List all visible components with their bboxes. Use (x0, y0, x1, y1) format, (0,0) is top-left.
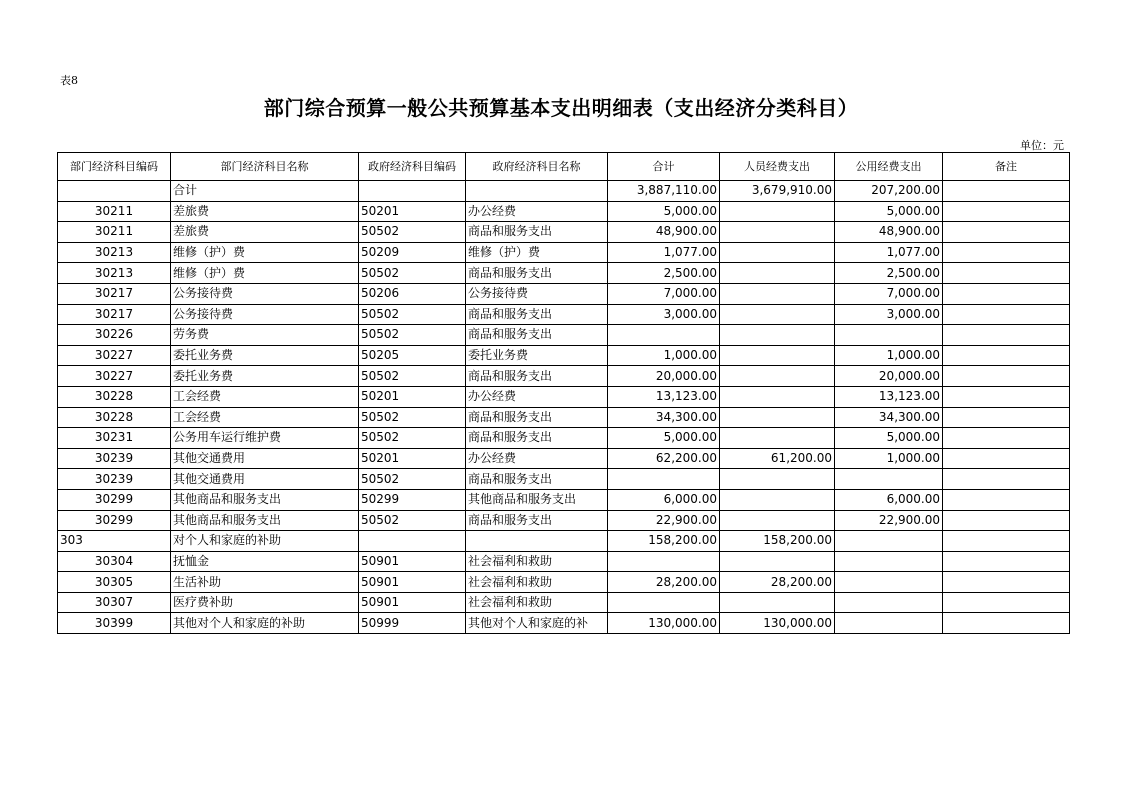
gov-code-cell: 50201 (359, 386, 466, 407)
table-row (58, 407, 1070, 428)
gov-code-cell: 50502 (359, 325, 466, 346)
dept-code-cell: 30227 (58, 366, 171, 387)
personnel-cell: 28,200.00 (720, 572, 835, 593)
table-row (58, 222, 1070, 243)
table-row (58, 325, 1070, 346)
personnel-cell (720, 263, 835, 284)
public-cell: 1,000.00 (835, 345, 943, 366)
public-cell (835, 551, 943, 572)
gov-code-cell: 50502 (359, 469, 466, 490)
public-cell: 34,300.00 (835, 407, 943, 428)
dept-name-cell: 维修（护）费 (171, 263, 359, 284)
personnel-cell (720, 592, 835, 613)
dept-code-cell: 30305 (58, 572, 171, 593)
personnel-cell (720, 325, 835, 346)
table-row (58, 201, 1070, 222)
personnel-cell (720, 222, 835, 243)
table-row (58, 448, 1070, 469)
total-cell: 158,200.00 (608, 531, 720, 552)
gov-name-cell: 办公经费 (466, 201, 608, 222)
note-cell (943, 345, 1070, 366)
dept-name-cell: 维修（护）费 (171, 242, 359, 263)
expenditure-detail-table (57, 152, 1070, 634)
dept-name-cell: 其他交通费用 (171, 448, 359, 469)
column-header: 人员经费支出 (720, 153, 835, 181)
gov-name-cell: 公务接待费 (466, 283, 608, 304)
dept-code-cell (58, 181, 171, 202)
table-row (58, 304, 1070, 325)
gov-code-cell: 50999 (359, 613, 466, 634)
dept-code-cell: 303 (58, 531, 171, 552)
personnel-cell (720, 366, 835, 387)
personnel-cell (720, 551, 835, 572)
public-cell (835, 469, 943, 490)
dept-code-cell: 30217 (58, 283, 171, 304)
gov-code-cell: 50206 (359, 283, 466, 304)
gov-name-cell (466, 531, 608, 552)
document-title: 部门综合预算一般公共预算基本支出明细表（支出经济分类科目） (263, 96, 859, 120)
gov-code-cell: 50205 (359, 345, 466, 366)
table-row (58, 551, 1070, 572)
gov-name-cell: 商品和服务支出 (466, 469, 608, 490)
dept-code-cell: 30239 (58, 469, 171, 490)
dept-name-cell: 差旅费 (171, 201, 359, 222)
total-cell (608, 325, 720, 346)
total-cell: 28,200.00 (608, 572, 720, 593)
total-cell: 48,900.00 (608, 222, 720, 243)
public-cell (835, 325, 943, 346)
dept-code-cell: 30211 (58, 201, 171, 222)
total-cell: 20,000.00 (608, 366, 720, 387)
public-cell: 13,123.00 (835, 386, 943, 407)
personnel-cell (720, 201, 835, 222)
table-row (58, 489, 1070, 510)
public-cell: 207,200.00 (835, 181, 943, 202)
public-cell: 5,000.00 (835, 428, 943, 449)
note-cell (943, 222, 1070, 243)
gov-code-cell: 50901 (359, 592, 466, 613)
personnel-cell (720, 283, 835, 304)
gov-name-cell: 商品和服务支出 (466, 304, 608, 325)
dept-name-cell: 其他商品和服务支出 (171, 489, 359, 510)
table-header-row (58, 153, 1070, 181)
table-row (58, 181, 1070, 202)
total-cell: 2,500.00 (608, 263, 720, 284)
dept-name-cell: 合计 (171, 181, 359, 202)
dept-code-cell: 30228 (58, 386, 171, 407)
note-cell (943, 201, 1070, 222)
note-cell (943, 572, 1070, 593)
gov-name-cell: 其他商品和服务支出 (466, 489, 608, 510)
dept-code-cell: 30226 (58, 325, 171, 346)
gov-code-cell: 50502 (359, 222, 466, 243)
dept-code-cell: 30304 (58, 551, 171, 572)
table-row (58, 531, 1070, 552)
note-cell (943, 613, 1070, 634)
public-cell: 5,000.00 (835, 201, 943, 222)
gov-name-cell: 其他对个人和家庭的补 (466, 613, 608, 634)
note-cell (943, 386, 1070, 407)
personnel-cell (720, 304, 835, 325)
public-cell: 1,077.00 (835, 242, 943, 263)
dept-name-cell: 公务接待费 (171, 283, 359, 304)
gov-code-cell: 50502 (359, 428, 466, 449)
personnel-cell: 130,000.00 (720, 613, 835, 634)
total-cell (608, 551, 720, 572)
gov-name-cell: 委托业务费 (466, 345, 608, 366)
gov-name-cell: 商品和服务支出 (466, 407, 608, 428)
gov-code-cell: 50209 (359, 242, 466, 263)
total-cell: 6,000.00 (608, 489, 720, 510)
public-cell (835, 572, 943, 593)
dept-code-cell: 30228 (58, 407, 171, 428)
gov-code-cell: 50299 (359, 489, 466, 510)
personnel-cell (720, 510, 835, 531)
total-cell: 62,200.00 (608, 448, 720, 469)
personnel-cell (720, 386, 835, 407)
gov-code-cell: 50502 (359, 366, 466, 387)
personnel-cell (720, 407, 835, 428)
unit-label: 单位：元 (1020, 139, 1064, 152)
dept-code-cell: 30299 (58, 489, 171, 510)
personnel-cell: 158,200.00 (720, 531, 835, 552)
public-cell: 6,000.00 (835, 489, 943, 510)
column-header: 部门经济科目名称 (171, 153, 359, 181)
personnel-cell (720, 428, 835, 449)
note-cell (943, 531, 1070, 552)
gov-code-cell: 50502 (359, 263, 466, 284)
total-cell: 1,000.00 (608, 345, 720, 366)
dept-name-cell: 差旅费 (171, 222, 359, 243)
dept-name-cell: 劳务费 (171, 325, 359, 346)
note-cell (943, 448, 1070, 469)
personnel-cell: 3,679,910.00 (720, 181, 835, 202)
gov-name-cell: 社会福利和救助 (466, 572, 608, 593)
total-cell: 5,000.00 (608, 201, 720, 222)
personnel-cell (720, 345, 835, 366)
dept-name-cell: 公务用车运行维护费 (171, 428, 359, 449)
gov-name-cell: 社会福利和救助 (466, 551, 608, 572)
total-cell: 3,000.00 (608, 304, 720, 325)
gov-code-cell: 50502 (359, 510, 466, 531)
gov-name-cell: 维修（护）费 (466, 242, 608, 263)
column-header: 政府经济科目编码 (359, 153, 466, 181)
dept-code-cell: 30213 (58, 242, 171, 263)
note-cell (943, 551, 1070, 572)
public-cell (835, 613, 943, 634)
dept-name-cell: 委托业务费 (171, 345, 359, 366)
gov-name-cell: 商品和服务支出 (466, 263, 608, 284)
note-cell (943, 592, 1070, 613)
dept-code-cell: 30227 (58, 345, 171, 366)
note-cell (943, 181, 1070, 202)
table-row (58, 345, 1070, 366)
personnel-cell (720, 489, 835, 510)
gov-code-cell: 50901 (359, 551, 466, 572)
column-header: 部门经济科目编码 (58, 153, 171, 181)
total-cell (608, 469, 720, 490)
dept-code-cell: 30217 (58, 304, 171, 325)
dept-code-cell: 30231 (58, 428, 171, 449)
column-header: 政府经济科目名称 (466, 153, 608, 181)
gov-code-cell: 50901 (359, 572, 466, 593)
note-cell (943, 283, 1070, 304)
dept-code-cell: 30211 (58, 222, 171, 243)
gov-code-cell: 50502 (359, 304, 466, 325)
note-cell (943, 510, 1070, 531)
table-row (58, 263, 1070, 284)
table-row (58, 613, 1070, 634)
gov-code-cell: 50201 (359, 201, 466, 222)
total-cell: 3,887,110.00 (608, 181, 720, 202)
gov-name-cell: 办公经费 (466, 448, 608, 469)
dept-name-cell: 其他对个人和家庭的补助 (171, 613, 359, 634)
public-cell: 48,900.00 (835, 222, 943, 243)
table-row (58, 592, 1070, 613)
total-cell: 130,000.00 (608, 613, 720, 634)
gov-name-cell: 商品和服务支出 (466, 510, 608, 531)
total-cell: 1,077.00 (608, 242, 720, 263)
total-cell (608, 592, 720, 613)
dept-name-cell: 医疗费补助 (171, 592, 359, 613)
dept-code-cell: 30213 (58, 263, 171, 284)
column-header: 公用经费支出 (835, 153, 943, 181)
public-cell: 20,000.00 (835, 366, 943, 387)
note-cell (943, 242, 1070, 263)
total-cell: 13,123.00 (608, 386, 720, 407)
gov-code-cell: 50201 (359, 448, 466, 469)
personnel-cell (720, 242, 835, 263)
public-cell: 3,000.00 (835, 304, 943, 325)
dept-name-cell: 其他交通费用 (171, 469, 359, 490)
dept-name-cell: 公务接待费 (171, 304, 359, 325)
gov-code-cell: 50502 (359, 407, 466, 428)
note-cell (943, 489, 1070, 510)
table-number: 表8 (60, 74, 78, 87)
dept-code-cell: 30399 (58, 613, 171, 634)
public-cell: 22,900.00 (835, 510, 943, 531)
total-cell: 7,000.00 (608, 283, 720, 304)
dept-name-cell: 委托业务费 (171, 366, 359, 387)
table-row (58, 469, 1070, 490)
table-row (58, 283, 1070, 304)
public-cell: 1,000.00 (835, 448, 943, 469)
note-cell (943, 263, 1070, 284)
total-cell: 5,000.00 (608, 428, 720, 449)
gov-name-cell: 商品和服务支出 (466, 325, 608, 346)
column-header: 合计 (608, 153, 720, 181)
note-cell (943, 469, 1070, 490)
dept-code-cell: 30307 (58, 592, 171, 613)
gov-code-cell (359, 531, 466, 552)
dept-name-cell: 对个人和家庭的补助 (171, 531, 359, 552)
note-cell (943, 304, 1070, 325)
table-row (58, 510, 1070, 531)
table-row (58, 242, 1070, 263)
note-cell (943, 366, 1070, 387)
dept-name-cell: 其他商品和服务支出 (171, 510, 359, 531)
note-cell (943, 428, 1070, 449)
table-row (58, 572, 1070, 593)
total-cell: 34,300.00 (608, 407, 720, 428)
note-cell (943, 407, 1070, 428)
dept-code-cell: 30299 (58, 510, 171, 531)
dept-name-cell: 生活补助 (171, 572, 359, 593)
public-cell: 7,000.00 (835, 283, 943, 304)
dept-code-cell: 30239 (58, 448, 171, 469)
gov-name-cell: 社会福利和救助 (466, 592, 608, 613)
gov-name-cell: 商品和服务支出 (466, 366, 608, 387)
table-row (58, 428, 1070, 449)
note-cell (943, 325, 1070, 346)
personnel-cell: 61,200.00 (720, 448, 835, 469)
table-row (58, 366, 1070, 387)
gov-code-cell (359, 181, 466, 202)
column-header: 备注 (943, 153, 1070, 181)
dept-name-cell: 抚恤金 (171, 551, 359, 572)
total-cell: 22,900.00 (608, 510, 720, 531)
table-row (58, 386, 1070, 407)
gov-name-cell: 商品和服务支出 (466, 428, 608, 449)
gov-name-cell: 商品和服务支出 (466, 222, 608, 243)
gov-name-cell: 办公经费 (466, 386, 608, 407)
dept-name-cell: 工会经费 (171, 386, 359, 407)
dept-name-cell: 工会经费 (171, 407, 359, 428)
gov-name-cell (466, 181, 608, 202)
personnel-cell (720, 469, 835, 490)
public-cell (835, 531, 943, 552)
public-cell (835, 592, 943, 613)
public-cell: 2,500.00 (835, 263, 943, 284)
